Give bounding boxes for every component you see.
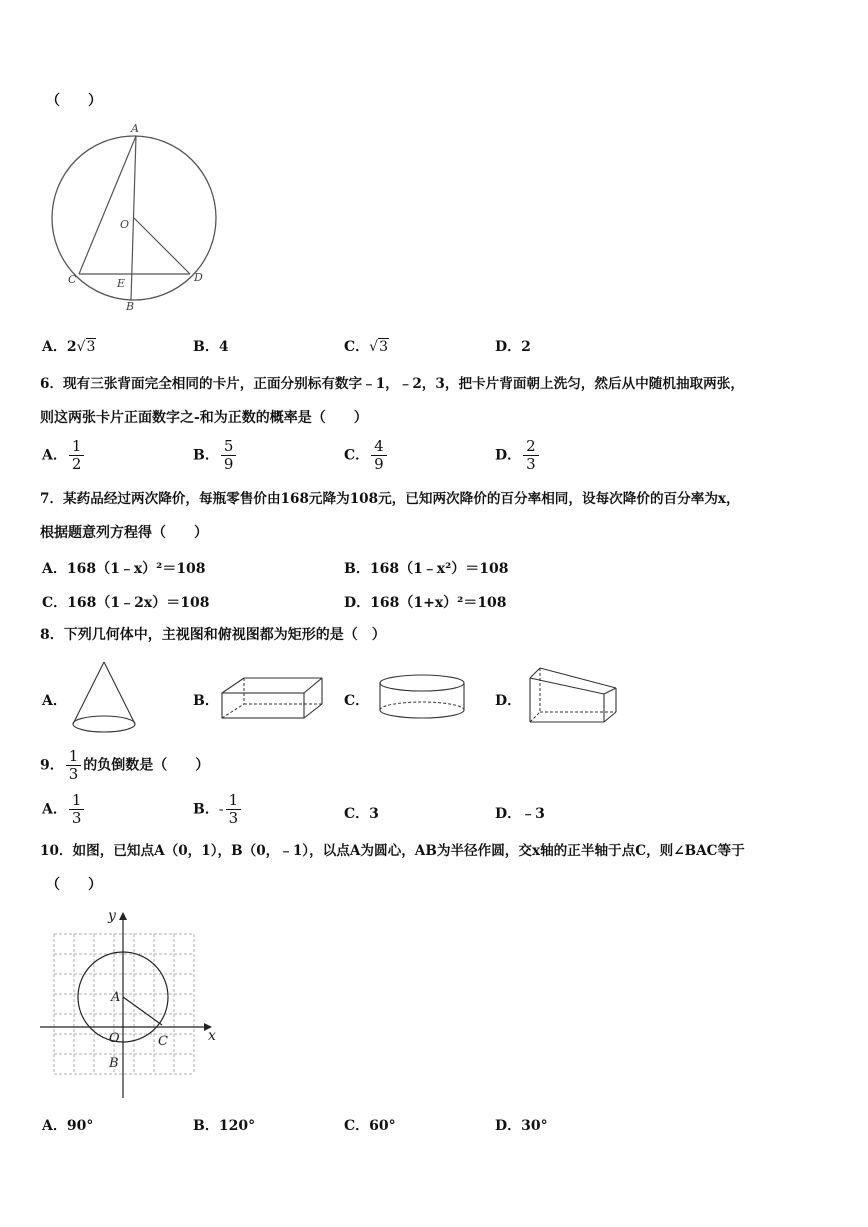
q10-option-a: A．90° <box>42 1118 94 1134</box>
point-C: C <box>158 1034 168 1049</box>
q7-option-c: C．168（1﹣2x）＝108 <box>42 595 210 611</box>
q5-option-c: C．√3 <box>344 339 388 355</box>
axis-label-x: x <box>208 1028 216 1044</box>
cone-figure <box>68 660 140 736</box>
q5-paren: （ ） <box>46 93 102 109</box>
q5-circle-figure <box>44 120 244 320</box>
point-A: A <box>131 122 139 135</box>
axis-label-y: y <box>108 908 116 924</box>
q6-option-a: A． $\frac{1}{2}$ <box>42 438 86 473</box>
q6-option-b: B． $\frac{5}{9}$ <box>193 438 238 473</box>
q6-option-c: C． $\frac{4}{9}$ <box>344 438 389 473</box>
point-D: D <box>194 271 203 284</box>
q9-option-c: C．3 <box>344 806 379 822</box>
q7-stem-line1: 7．某药品经过两次降价，每瓶零售价由168元降为108元，已知两次降价的百分率相同，设每次降价的百分率为x， <box>40 491 740 507</box>
q7-stem-line2: 根据题意列方程得（ ） <box>40 525 208 541</box>
q6-stem-line2: 则这两张卡片正面数字之‑和为正数的概率是（ ） <box>40 410 368 426</box>
q7-option-b: B．168（1﹣x²）＝108 <box>344 561 509 577</box>
q10-option-b: B．120° <box>193 1118 256 1134</box>
q9-option-b: B．- $\frac{1}{3}$ <box>193 792 243 827</box>
triangular-prism-figure <box>526 664 622 728</box>
q8-option-c-label: C． <box>344 693 370 709</box>
q8-option-b-label: B． <box>193 693 219 709</box>
q5-option-d: D．2 <box>495 339 531 355</box>
point-B: B <box>126 300 135 313</box>
q9-option-d: D．﹣3 <box>495 806 545 822</box>
q6-stem-line1: 6．现有三张背面完全相同的卡片，正面分别标有数字﹣1，﹣2，3，把卡片背面朝上洗匀，然后从中随机抽取两张， <box>40 376 744 392</box>
q8-option-a-label: A． <box>42 693 67 709</box>
point-C: C <box>68 273 77 286</box>
q9-option-a: A． $\frac{1}{3}$ <box>42 792 86 827</box>
point-O: O <box>109 1031 120 1046</box>
q6-option-d: D． $\frac{2}{3}$ <box>495 438 541 473</box>
cylinder-figure <box>376 672 468 724</box>
q7-option-a: A．168（1﹣x）²＝108 <box>42 561 206 577</box>
q8-option-d-label: D． <box>495 693 522 709</box>
q10-stem-line2: （ ） <box>46 877 102 893</box>
q7-option-d: D．168（1+x）²＝108 <box>344 595 507 611</box>
point-B: B <box>109 1056 119 1071</box>
q9-stem: 9． $\frac{1}{3}$ 的负倒数是（ ） <box>40 747 210 783</box>
q5-option-b: B．4 <box>193 339 229 355</box>
q8-stem: 8．下列几何体中，主视图和俯视图都为矩形的是（ ） <box>40 627 386 643</box>
q10-stem-line1: 10．如图，已知点A（0，1），B（0，﹣1），以点A为圆心，AB为半径作圆，交x轴的正半轴于点C，则∠BAC等于 <box>40 843 745 859</box>
q5-option-a: A．2√3 <box>42 339 96 355</box>
point-E: E <box>117 277 126 290</box>
point-O: O <box>120 218 130 231</box>
point-A: A <box>111 990 121 1005</box>
q10-option-c: C．60° <box>344 1118 396 1134</box>
q10-option-d: D．30° <box>495 1118 548 1134</box>
cuboid-figure <box>216 674 328 722</box>
q10-coordinate-figure <box>36 902 226 1102</box>
